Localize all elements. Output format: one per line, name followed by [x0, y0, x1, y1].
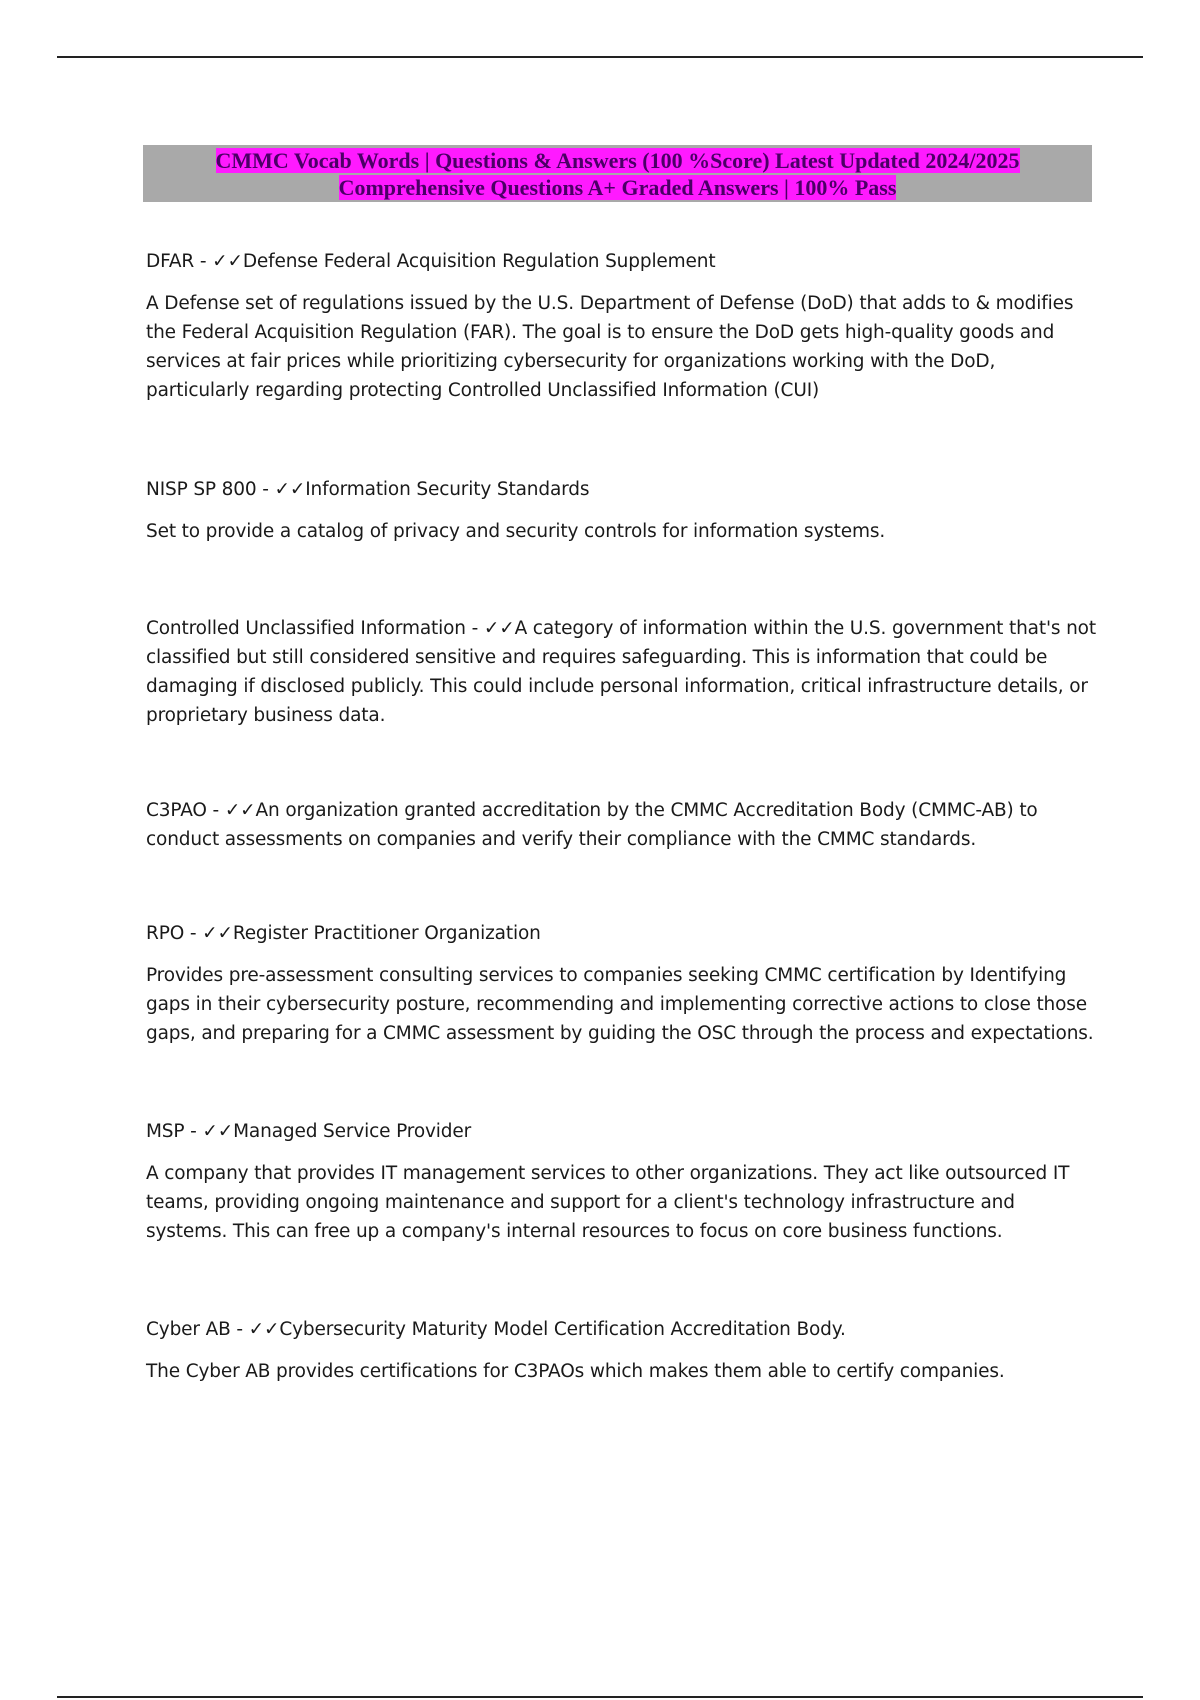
term-separator: - — [194, 251, 213, 272]
bottom-rule — [57, 1696, 1143, 1698]
entry-heading — [146, 475, 1096, 504]
term-separator: - — [230, 1319, 249, 1340]
entry-definition: Provides pre-assessment consulting services to companies seeking CMMC certification by Identifying gaps in their cybersecurity posture, recommending and implementing corrective actions to close those gaps, and preparing for a CMMC assessment by guiding the OSC through the process and expectations. — [146, 965, 1094, 1044]
double-check-icon: ✓✓ — [202, 1121, 234, 1142]
entry-term: DFAR — [146, 251, 195, 272]
double-check-icon: ✓✓ — [224, 800, 256, 821]
entry-answer: Cybersecurity Maturity Model Certification Accreditation Body. — [279, 1319, 846, 1340]
double-check-icon: ✓✓ — [248, 1319, 280, 1340]
term-separator: - — [465, 618, 484, 639]
entry-answer: Information Security Standards — [305, 479, 590, 500]
entry-heading — [146, 919, 1096, 948]
vocab-entry-dfar — [146, 247, 1096, 405]
term-separator: - — [256, 479, 275, 500]
entry-term: C3PAO — [146, 800, 207, 821]
vocab-entry-rpo — [146, 919, 1096, 1048]
entry-answer: Defense Federal Acquisition Regulation Supplement — [242, 251, 716, 272]
entry-heading — [146, 614, 1096, 730]
term-separator: - — [184, 923, 203, 944]
entry-heading — [146, 247, 1096, 276]
entry-answer: Managed Service Provider — [233, 1121, 472, 1142]
entry-definition: The Cyber AB provides certifications for C3PAOs which makes them able to certify companies. — [146, 1361, 1005, 1382]
double-check-icon: ✓✓ — [274, 479, 306, 500]
vocab-entry-cyber-ab — [146, 1315, 1096, 1386]
top-rule — [57, 56, 1143, 58]
entry-definition: Set to provide a catalog of privacy and security controls for information systems. — [146, 521, 886, 542]
double-check-icon: ✓✓ — [483, 618, 515, 639]
entry-answer: An organization granted accreditation by the CMMC Accreditation Body (CMMC-AB) to conduct assessments on companies and verify their compliance with the CMMC standards. — [146, 800, 1038, 850]
double-check-icon: ✓✓ — [202, 923, 233, 944]
document-title — [143, 145, 1092, 202]
title-line-2: Comprehensive Questions A+ Graded Answers | 100% Pass — [338, 175, 897, 200]
term-separator: - — [206, 800, 225, 821]
vocab-entry-nisp-sp-800 — [146, 475, 1096, 546]
vocab-entry-c3pao — [146, 796, 1096, 854]
entry-term: Cyber AB — [146, 1319, 231, 1340]
double-check-icon: ✓✓ — [212, 251, 243, 272]
entry-heading — [146, 1315, 1096, 1344]
term-separator: - — [184, 1121, 203, 1142]
vocab-entry-cui — [146, 614, 1096, 730]
title-line-1: CMMC Vocab Words | Questions & Answers (100 %Score) Latest Updated 2024/2025 — [215, 148, 1020, 173]
entry-definition: A Defense set of regulations issued by the U.S. Department of Defense (DoD) that adds to & modifies the Federal Acquisition Regulation (FAR). The goal is to ensure the DoD gets high-quality goods and services at fair prices while prioritizing cybersecurity for organizations working with the DoD, particularly regarding protecting Controlled Unclassified Information (CUI) — [146, 293, 1074, 401]
entry-heading — [146, 796, 1096, 854]
entry-term: MSP — [146, 1121, 185, 1142]
entry-definition: A company that provides IT management services to other organizations. They act like outsourced IT teams, providing ongoing maintenance and support for a client's technology infrastructure and systems. This can free up a company's internal resources to focus on core business functions. — [146, 1163, 1070, 1242]
vocab-entry-msp — [146, 1117, 1096, 1246]
entry-answer: Register Practitioner Organization — [232, 923, 541, 944]
entry-term: RPO — [146, 923, 185, 944]
entry-term: Controlled Unclassified Information — [146, 618, 466, 639]
entry-answer: A category of information within the U.S. government that's not classified but still considered sensitive and requires safeguarding. This is information that could be damaging if disclosed publicly. This could include personal information, critical infrastructure details, or proprietary business data. — [146, 618, 1096, 726]
entry-term: NISP SP 800 — [146, 479, 257, 500]
entry-heading — [146, 1117, 1096, 1146]
